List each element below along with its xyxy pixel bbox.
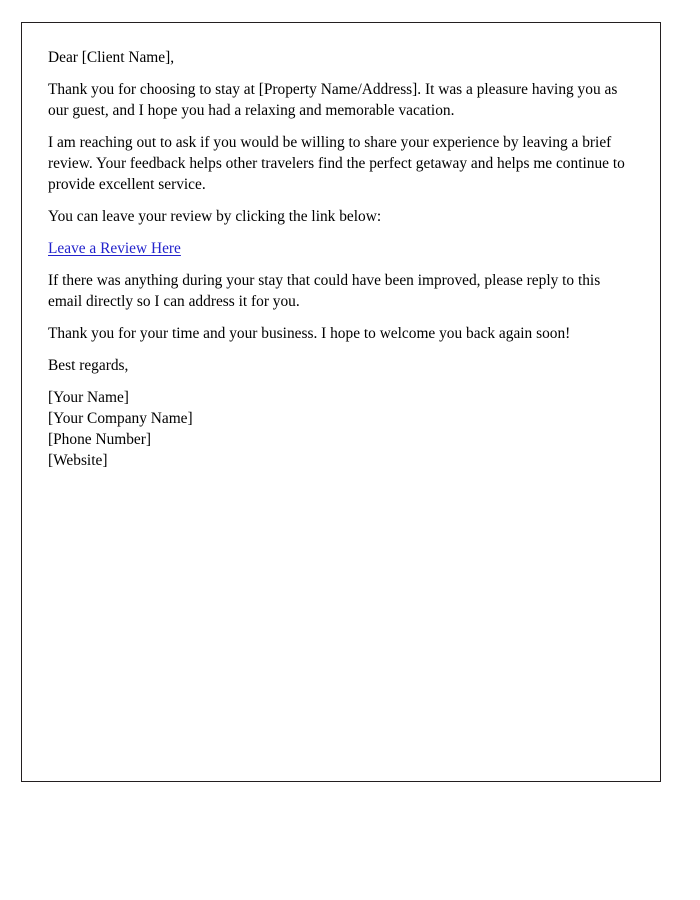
document-frame: [21, 22, 661, 782]
signature-name: [Your Name]: [48, 389, 129, 406]
paragraph-link-intro: You can leave your review by clicking the link below:: [48, 208, 382, 225]
signature-website: [Website]: [48, 452, 108, 469]
paragraph-thank-you-closing: Thank you for your time and your business. I hope to welcome you back again soon!: [48, 325, 571, 342]
signature-phone: [Phone Number]: [48, 431, 152, 448]
leave-a-review-link[interactable]: Leave a Review Here: [48, 240, 181, 257]
letter-body: [48, 47, 626, 471]
closing-salutation: Best regards,: [48, 357, 129, 374]
paragraph-thank-you-for-choosing: Thank you for choosing to stay at [Property Name/Address]. It was a pleasure having you as our guest, and I hope you had a relaxing and memorable vacation.: [48, 81, 618, 119]
salutation: Dear [Client Name],: [48, 49, 175, 66]
review-link-paragraph: [48, 238, 626, 259]
paragraph-improvement-note: If there was anything during your stay that could have been improved, please reply to this email directly so I can address it for you.: [48, 272, 601, 310]
signature-block: [48, 387, 626, 471]
paragraph-review-request: I am reaching out to ask if you would be willing to share your experience by leaving a brief review. Your feedback helps other travelers find the perfect getaway and helps me continue to provide excellent service.: [48, 134, 625, 193]
signature-company: [Your Company Name]: [48, 410, 193, 427]
